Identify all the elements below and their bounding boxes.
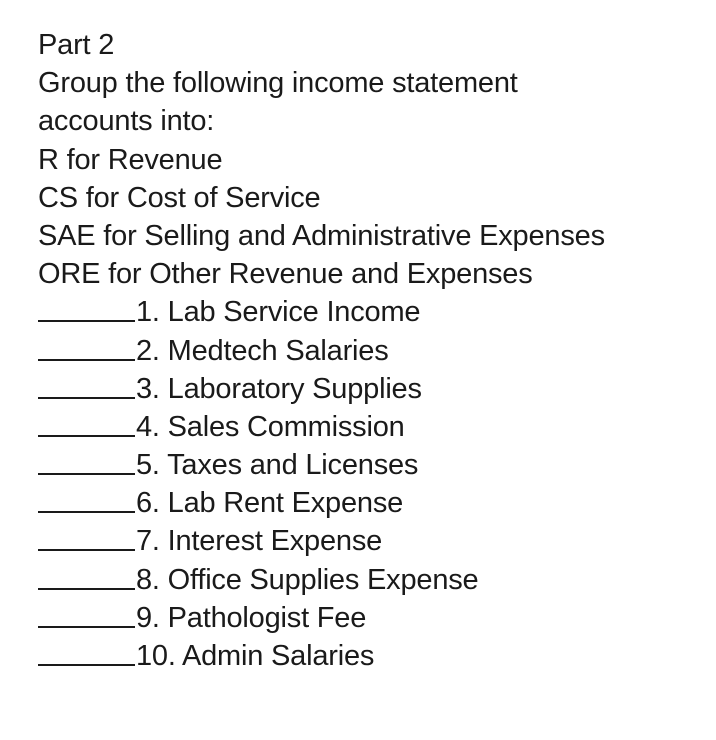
answer-blank[interactable]: [38, 473, 135, 475]
answer-blank[interactable]: [38, 320, 135, 322]
list-item: [38, 408, 708, 446]
item-label: 9. Pathologist Fee: [136, 601, 367, 634]
answer-blank[interactable]: [38, 359, 135, 361]
instruction-line-1: Group the following income statement: [38, 67, 518, 100]
item-label: 10. Admin Salaries: [136, 640, 375, 672]
list-item: [38, 599, 708, 637]
item-label: 8. Office Supplies Expense: [136, 563, 479, 596]
answer-blank[interactable]: [38, 549, 135, 551]
list-item: [38, 561, 708, 599]
list-item: [38, 332, 708, 370]
item-label: 2. Medtech Salaries: [136, 334, 389, 367]
item-label: 3. Laboratory Supplies: [136, 372, 422, 405]
legend-cost-of-service: CS for Cost of Service: [38, 181, 321, 214]
legend-other-revenue: ORE for Other Revenue and Expenses: [38, 258, 533, 291]
list-item: [38, 484, 708, 522]
legend-selling-admin: SAE for Selling and Administrative Expenses: [38, 219, 605, 252]
list-item: [38, 370, 708, 408]
worksheet: [38, 26, 708, 675]
answer-blank[interactable]: [38, 435, 135, 437]
answer-blank[interactable]: [38, 397, 135, 399]
legend-revenue: R for Revenue: [38, 143, 223, 176]
instruction-line-2: accounts into:: [38, 105, 215, 138]
item-label: 6. Lab Rent Expense: [136, 487, 404, 520]
item-label: 1. Lab Service Income: [136, 296, 421, 329]
answer-blank[interactable]: [38, 664, 135, 666]
list-item: [38, 293, 708, 331]
list-item: [38, 522, 708, 560]
answer-blank[interactable]: [38, 511, 135, 513]
list-item: [38, 446, 708, 484]
part-title: Part 2: [38, 29, 115, 61]
item-label: 5. Taxes and Licenses: [136, 449, 419, 482]
answer-blank[interactable]: [38, 626, 135, 628]
list-item: [38, 637, 708, 675]
answer-blank[interactable]: [38, 588, 135, 590]
item-label: 7. Interest Expense: [136, 525, 383, 558]
item-label: 4. Sales Commission: [136, 410, 405, 443]
